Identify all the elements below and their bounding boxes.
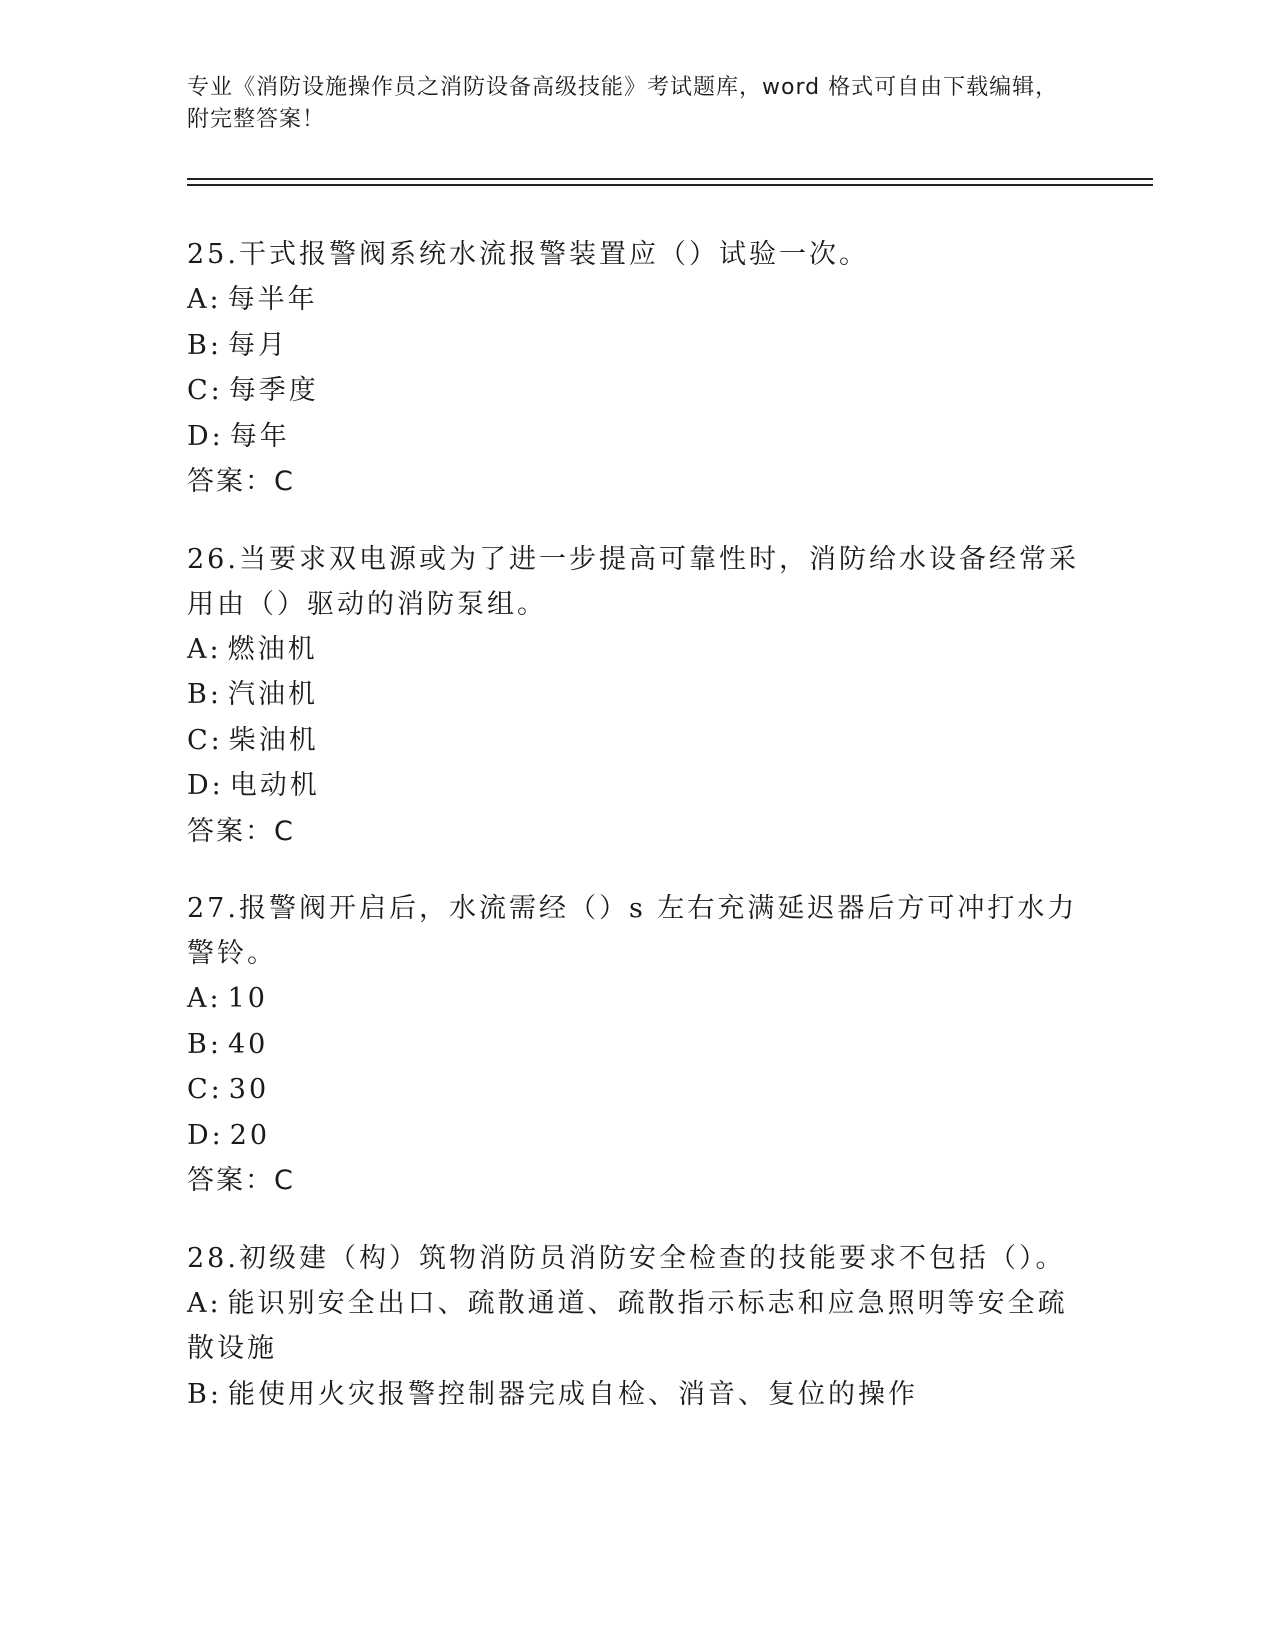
question-25 [187,232,1087,505]
option-a [187,627,1087,673]
option-text: 20 [229,1119,271,1151]
option-text: 每半年 [227,284,318,315]
option-label: D: [187,770,224,801]
question-27 [187,886,1087,1204]
option-d [187,763,1087,809]
option-label: A: [187,633,222,665]
option-label: C: [187,724,223,756]
option-d [187,1113,1087,1159]
option-label: B: [187,329,222,361]
option-b [187,1022,1087,1068]
option-d [187,414,1087,460]
question-stem: 25.干式报警阀系统水流报警装置应（）试验一次。 [187,239,869,270]
option-text: 电动机 [229,770,320,801]
option-label: B: [187,679,222,710]
question-list [187,232,1087,1449]
option-text: 燃油机 [227,633,318,665]
option-text: 能识别安全出口、疏散通道、疏散指示标志和应急照明等安全疏散设施 [187,1287,1068,1364]
option-a [187,1281,1087,1372]
option-label: D: [187,420,224,452]
option-text: 每季度 [228,375,319,406]
header-text: 专业《消防设施操作员之消防设备高级技能》考试题库，word 格式可自由下载编辑，附完整答案！ [187,75,1059,132]
option-b [187,672,1087,718]
option-a [187,976,1087,1022]
option-text: 柴油机 [228,724,319,756]
question-stem: 28.初级建（构）筑物消防员消防安全检查的技能要求不包括（）。 [187,1242,1066,1274]
header-divider-bottom [187,184,1153,186]
option-b [187,323,1087,369]
answer-line: 答案：C [187,1165,295,1196]
option-text: 汽油机 [227,679,318,710]
option-text: 每月 [227,329,288,361]
option-text: 40 [227,1028,269,1060]
document-header [187,72,1077,136]
option-b [187,1372,1087,1418]
option-label: C: [187,375,223,406]
option-text: 10 [227,983,268,1014]
option-c [187,368,1087,414]
question-28 [187,1236,1087,1418]
option-text: 每年 [229,420,290,452]
option-label: B: [187,1028,222,1060]
option-c [187,1067,1087,1113]
option-c [187,718,1087,764]
answer-line: 答案：C [187,466,295,497]
option-label: C: [187,1074,223,1105]
question-26 [187,537,1087,855]
option-a [187,277,1087,323]
option-label: B: [187,1378,222,1410]
option-label: D: [187,1119,224,1151]
question-stem: 26.当要求双电源或为了进一步提高可靠性时，消防给水设备经常采用由（）驱动的消防泵组。 [187,543,1079,620]
option-label: A: [187,1287,222,1319]
option-label: A: [187,284,222,315]
question-stem: 27.报警阀开启后，水流需经（）s 左右充满延迟器后方可冲打水力警铃。 [187,893,1078,969]
option-label: A: [187,983,222,1014]
option-text: 30 [228,1074,270,1105]
header-divider-top [187,178,1153,180]
answer-line: 答案：C [187,815,295,847]
option-text: 能使用火灾报警控制器完成自检、消音、复位的操作 [227,1378,918,1410]
